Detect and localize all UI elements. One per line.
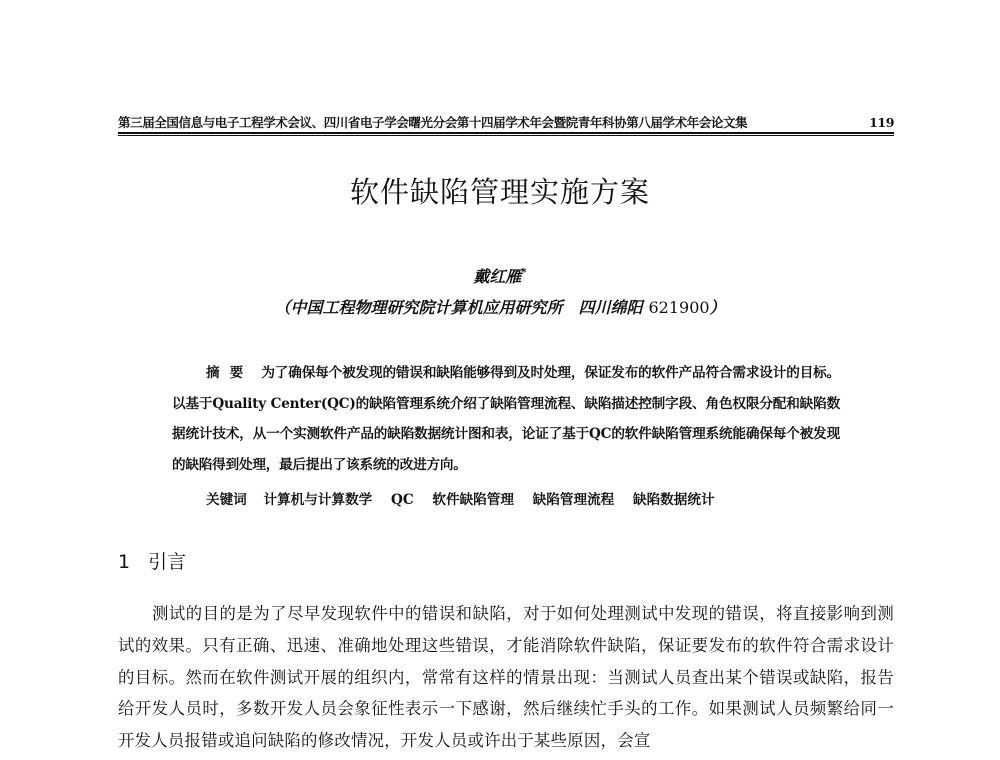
page-number: 119 (869, 115, 894, 130)
affiliation-name: 中国工程物理研究院计算机应用研究所 四川绵阳 (290, 298, 643, 317)
running-header (118, 113, 894, 131)
paper-title: 软件缺陷管理实施方案 (349, 175, 650, 209)
header-rule (118, 132, 894, 136)
author-name: 戴红雁 (473, 267, 522, 286)
abstract-text: 为了确保每个被发现的错误和缺陷能够得到及时处理，保证发布的软件产品符合需求设计的目标。以基于Quality Center(QC)的缺陷管理系统介绍了缺陷管理流程、缺陷描述控制字段、角色权限分配和缺陷数据统计技术，从一个实测软件产品的缺陷数据统计图和表，论证了基于QC的软件缺陷管理系统能确保每个被发现的缺陷得到处理，最后提出了该系统的改进方向。 (172, 365, 841, 473)
running-header-title: 第三届全国信息与电子工程学术会议、四川省电子学会曙光分会第十四届学术年会暨院青年科协第八届学术年会论文集 (118, 115, 748, 130)
author-footnote-mark: * (521, 267, 527, 279)
affiliation-close-paren: ） (709, 298, 726, 317)
keyword-item: 软件缺陷管理 (432, 492, 514, 508)
keywords (206, 488, 846, 508)
keyword-item: 计算机与计算数学 (263, 492, 373, 508)
abstract-label: 摘要 (206, 365, 254, 381)
affiliation-open-paren: （ (274, 298, 291, 317)
affiliation (0, 295, 1000, 318)
keyword-item: QC (391, 492, 414, 508)
author-line (0, 264, 1000, 287)
section-heading (118, 547, 186, 574)
section-number: 1 (118, 551, 131, 573)
keyword-item: 缺陷管理流程 (532, 492, 615, 508)
body-paragraph: 测试的目的是为了尽早发现软件中的错误和缺陷，对于如何处理测试中发现的错误，将直接影响到测试的效果。只有正确、迅速、准确地处理这些错误，才能消除软件缺陷，保证要发布的软件符合需求设计的目标。然而在软件测试开展的组织内，常常有这样的情景出现：当测试人员查出某个错误或缺陷，报告给开发人员时，多数开发人员会象征性表示一下感谢，然后继续忙手头的工作。如果测试人员频繁给同一开发人员报错或追问缺陷的修改情况，开发人员或许出于某些原因，会宣 (118, 604, 894, 751)
affiliation-postcode: 621900 (648, 298, 710, 317)
section-title: 引言 (148, 551, 187, 573)
abstract (172, 358, 840, 480)
keyword-item: 缺陷数据统计 (633, 492, 715, 508)
keywords-label: 关键词 (206, 492, 247, 508)
